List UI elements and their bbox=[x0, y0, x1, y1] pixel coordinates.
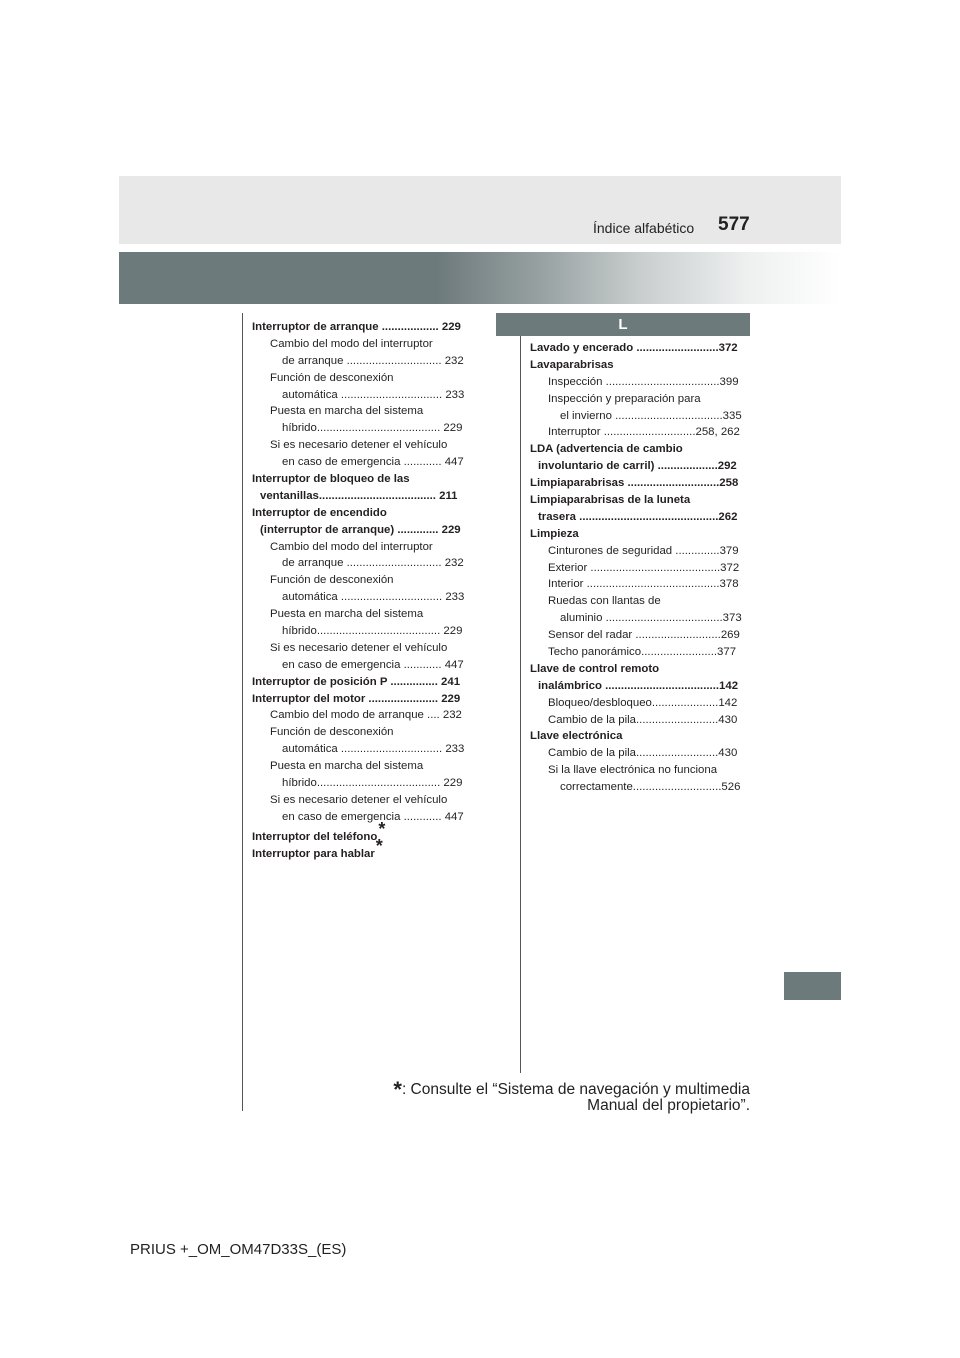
index-entry bbox=[530, 745, 750, 762]
index-entry bbox=[252, 539, 472, 556]
header-gradient-bar bbox=[119, 252, 841, 304]
index-entry bbox=[252, 387, 472, 404]
index-entry bbox=[530, 762, 750, 779]
index-entry bbox=[530, 779, 750, 796]
index-entry bbox=[252, 792, 472, 809]
index-entry bbox=[252, 741, 472, 758]
document-code: PRIUS +_OM_OM47D33S_(ES) bbox=[130, 1241, 347, 1258]
index-entry-text: híbrido....................................... 229 bbox=[282, 625, 463, 638]
index-entry bbox=[252, 522, 472, 539]
index-entry bbox=[530, 610, 750, 627]
index-entry-text: Puesta en marcha del sistema bbox=[270, 608, 424, 621]
index-entry bbox=[252, 572, 472, 589]
index-entry-text: Interior ..........................................378 bbox=[548, 578, 739, 591]
index-entry-text: Limpiaparabrisas de la luneta bbox=[530, 494, 691, 507]
index-entry bbox=[252, 707, 472, 724]
index-entry bbox=[530, 627, 750, 644]
index-entry-text: Si es necesario detener el vehículo bbox=[270, 641, 448, 654]
index-entry bbox=[530, 391, 750, 408]
index-entry-text: híbrido....................................... 229 bbox=[282, 422, 463, 435]
index-entry bbox=[252, 471, 472, 488]
index-entry-text: automática ................................ 233 bbox=[282, 388, 465, 401]
index-entry-text: Interruptor de encendido bbox=[252, 506, 387, 519]
index-entry-text: Interruptor del teléfono bbox=[252, 830, 378, 843]
index-entry bbox=[252, 818, 472, 843]
index-entry bbox=[530, 576, 750, 593]
index-entry-text: aluminio .....................................373 bbox=[560, 612, 742, 625]
section-title: Índice alfabético bbox=[593, 220, 695, 236]
index-entry-text: Función de desconexión bbox=[270, 726, 394, 739]
page-number: 577 bbox=[718, 214, 750, 235]
index-entry bbox=[252, 640, 472, 657]
index-entry bbox=[530, 543, 750, 560]
index-entry-text: Llave de control remoto bbox=[530, 662, 660, 675]
footnote-line-1: : Consulte el “Sistema de navegación y multimedia bbox=[401, 1081, 750, 1098]
index-entry bbox=[530, 458, 750, 475]
index-entry-text: Limpieza bbox=[530, 527, 579, 540]
index-entry-text: Cinturones de seguridad ..............379 bbox=[548, 544, 739, 557]
index-entry-text: el invierno ..................................335 bbox=[560, 409, 742, 422]
index-column-left bbox=[252, 319, 472, 860]
index-entry-text: Techo panorámico........................377 bbox=[548, 646, 737, 659]
index-entry bbox=[252, 370, 472, 387]
index-entry-text: Lavado y encerado ..........................372 bbox=[530, 342, 738, 354]
side-thumb-tab bbox=[784, 972, 841, 1000]
index-entry-text: de arranque .............................. 232 bbox=[282, 354, 464, 367]
index-entry-text: involuntario de carril) ...................292 bbox=[538, 460, 737, 473]
index-entry-text: Función de desconexión bbox=[270, 371, 394, 384]
index-entry-text: Inspección ....................................399 bbox=[548, 375, 739, 388]
index-entry-text: Sensor del radar ...........................269 bbox=[548, 629, 740, 642]
index-entry bbox=[530, 644, 750, 661]
index-entry-text: automática ................................ 233 bbox=[282, 591, 465, 604]
footnote-continued bbox=[587, 1097, 750, 1115]
index-entry-text: Interruptor de bloqueo de las bbox=[252, 473, 410, 486]
index-entry-text: Interruptor de arranque .................. 229 bbox=[252, 321, 461, 333]
index-entry-text: ventanillas..................................... 211 bbox=[260, 489, 458, 502]
index-entry bbox=[252, 775, 472, 792]
index-entry-text: Lavaparabrisas bbox=[530, 358, 614, 371]
index-entry bbox=[530, 678, 750, 695]
index-entry-text: Bloqueo/desbloqueo.....................142 bbox=[548, 696, 738, 709]
index-entry bbox=[530, 475, 750, 492]
index-entry-text: (interruptor de arranque) ............. 229 bbox=[260, 523, 461, 536]
footnote-asterisk: * bbox=[378, 818, 386, 839]
index-entry-text: Puesta en marcha del sistema bbox=[270, 405, 424, 418]
index-entry bbox=[530, 492, 750, 509]
index-entry-text: híbrido....................................... 229 bbox=[282, 777, 463, 790]
index-entry bbox=[530, 712, 750, 729]
index-entry bbox=[530, 560, 750, 577]
index-entry-text: Cambio del modo del interruptor bbox=[270, 540, 433, 553]
index-entry-text: Interruptor .............................258, 262 bbox=[548, 426, 740, 439]
index-entry bbox=[252, 488, 472, 505]
index-entry-text: Si la llave electrónica no funciona bbox=[548, 764, 718, 777]
index-entry-text: Limpiaparabrisas .............................258 bbox=[530, 477, 739, 490]
index-entry bbox=[530, 340, 750, 357]
index-entry-text: Ruedas con llantas de bbox=[548, 595, 661, 608]
index-entry-text: inalámbrico ....................................142 bbox=[538, 679, 739, 692]
index-entry bbox=[252, 809, 472, 826]
index-entry-text: en caso de emergencia ............ 447 bbox=[282, 810, 464, 823]
index-entry-text: Cambio de la pila..........................430 bbox=[548, 713, 738, 726]
index-entry-text: Puesta en marcha del sistema bbox=[270, 760, 424, 773]
index-entry bbox=[252, 606, 472, 623]
index-entry bbox=[530, 357, 750, 374]
index-entry-text: Cambio de la pila..........................430 bbox=[548, 747, 738, 760]
footnote-asterisk: * bbox=[393, 1077, 402, 1102]
index-entry-text: Función de desconexión bbox=[270, 574, 394, 587]
index-entry bbox=[530, 374, 750, 391]
index-entry bbox=[252, 403, 472, 420]
index-entry bbox=[252, 420, 472, 437]
index-entry-text: Exterior .........................................372 bbox=[548, 561, 740, 574]
index-entry bbox=[252, 657, 472, 674]
index-entry bbox=[530, 441, 750, 458]
index-entry bbox=[530, 509, 750, 526]
index-entry-text: Interruptor del motor ...................... 229 bbox=[252, 692, 461, 705]
index-entry-text: Interruptor de posición P ............... 241 bbox=[252, 675, 461, 688]
index-entry bbox=[252, 353, 472, 370]
column-divider bbox=[520, 313, 521, 1073]
index-entry-text: en caso de emergencia ............ 447 bbox=[282, 658, 464, 671]
index-entry-text: LDA (advertencia de cambio bbox=[530, 443, 683, 456]
index-entry bbox=[530, 593, 750, 610]
index-entry-text: Llave electrónica bbox=[530, 730, 623, 743]
index-entry bbox=[530, 695, 750, 712]
index-column-right bbox=[530, 340, 750, 796]
index-entry bbox=[252, 437, 472, 454]
index-entry bbox=[530, 661, 750, 678]
index-entry bbox=[530, 728, 750, 745]
index-entry bbox=[530, 424, 750, 441]
index-entry-text: trasera ............................................262 bbox=[538, 510, 738, 523]
index-entry-text: automática ................................ 233 bbox=[282, 743, 465, 756]
index-entry bbox=[252, 505, 472, 522]
index-entry bbox=[252, 691, 472, 708]
footnote-asterisk: * bbox=[375, 835, 383, 856]
index-entry-text: Inspección y preparación para bbox=[548, 392, 701, 405]
index-entry-text: Si es necesario detener el vehículo bbox=[270, 439, 448, 452]
left-margin-rule bbox=[242, 313, 243, 1111]
index-entry-text: en caso de emergencia ............ 447 bbox=[282, 456, 464, 469]
index-entry bbox=[252, 319, 472, 336]
index-entry bbox=[252, 589, 472, 606]
index-entry-text: Interruptor para hablar bbox=[252, 847, 375, 860]
index-entry bbox=[252, 724, 472, 741]
letter-heading: L bbox=[496, 313, 750, 336]
index-entry-text: de arranque .............................. 232 bbox=[282, 557, 464, 570]
index-entry-text: Cambio del modo del interruptor bbox=[270, 337, 433, 350]
footnote-line-2: Manual del propietario”. bbox=[587, 1097, 750, 1114]
index-entry bbox=[252, 758, 472, 775]
index-entry bbox=[252, 674, 472, 691]
index-entry-text: Si es necesario detener el vehículo bbox=[270, 793, 448, 806]
index-entry-text: correctamente............................526 bbox=[560, 781, 741, 794]
index-entry bbox=[252, 623, 472, 640]
index-entry-text: Cambio del modo de arranque .... 232 bbox=[270, 709, 462, 722]
index-entry bbox=[252, 454, 472, 471]
index-entry bbox=[530, 408, 750, 425]
index-entry bbox=[530, 526, 750, 543]
index-entry bbox=[252, 555, 472, 572]
index-entry bbox=[252, 336, 472, 353]
